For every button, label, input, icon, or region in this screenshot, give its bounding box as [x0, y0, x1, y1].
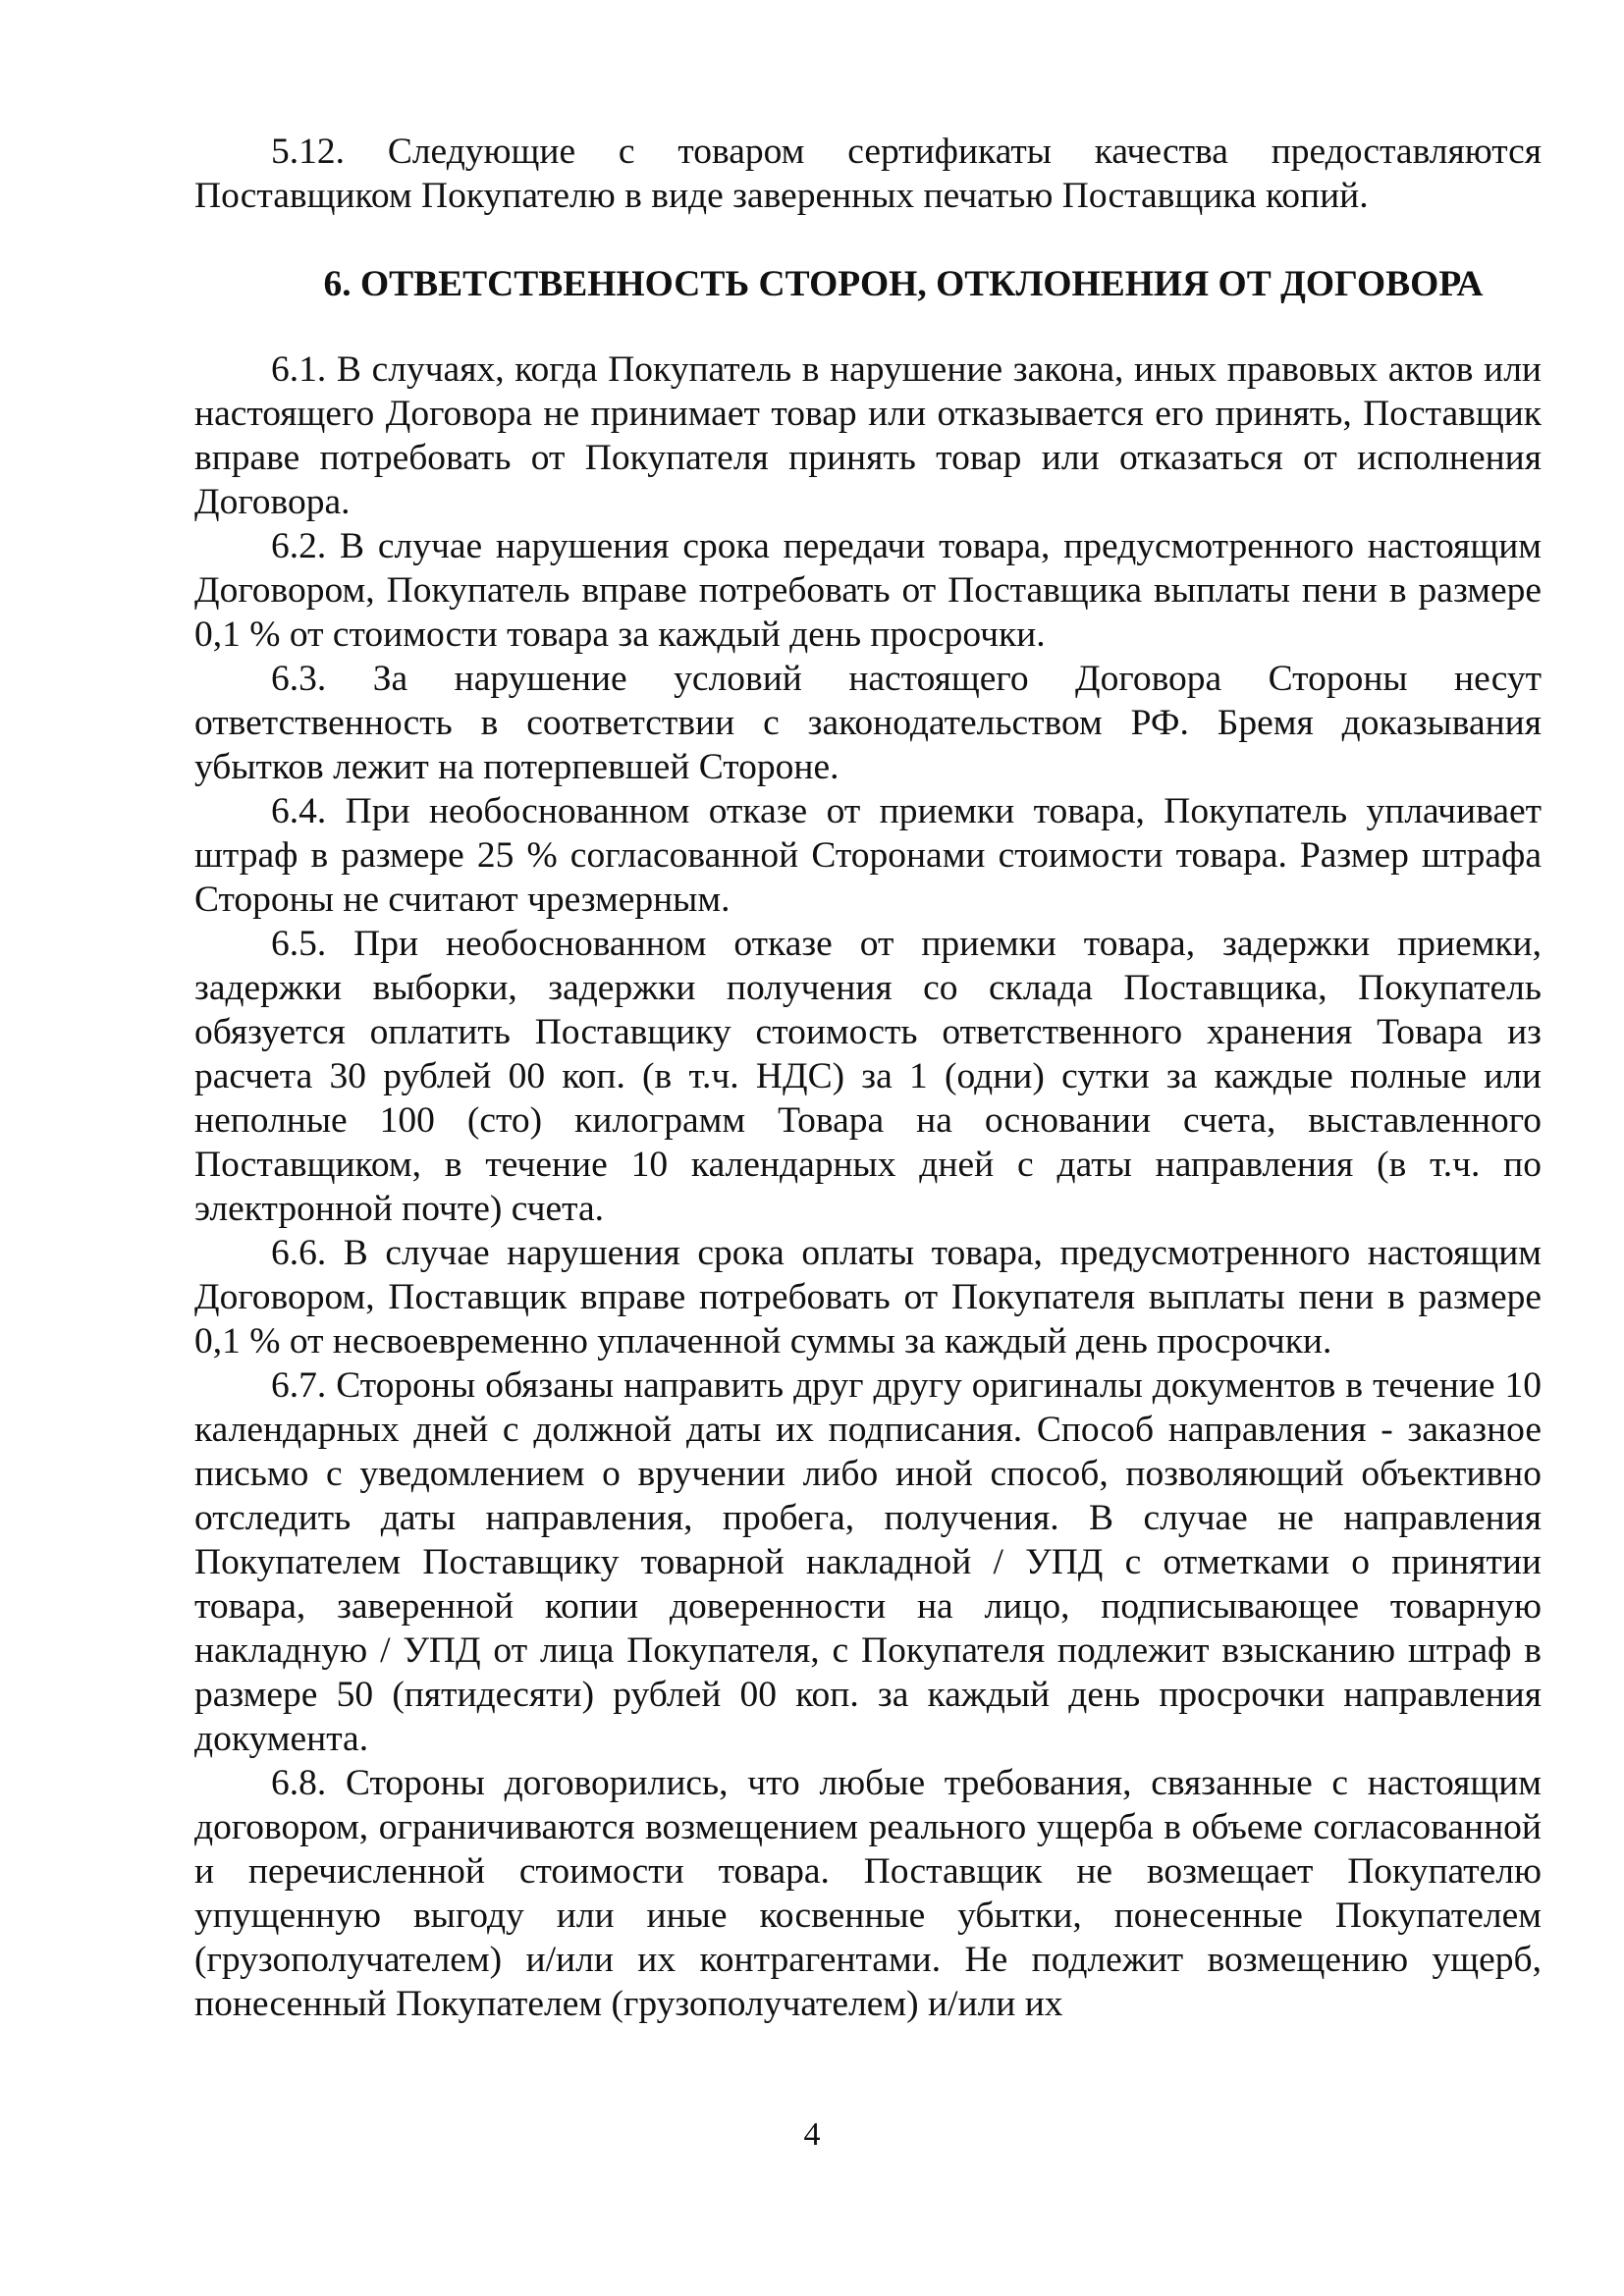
clause-6-4: 6.4. При необоснованном отказе от приемки товара, Покупатель уплачивает штраф в размере 25 % согласованной Сторонами стоимости товара. Размер штрафа Стороны не считают чрезмерным. — [194, 791, 1542, 920]
clause-6-2: 6.2. В случае нарушения срока передачи товара, предусмотренного настоящим Договором, Покупатель вправе потребовать от Поставщика выплаты пени в размере 0,1 % от стоимости товара за каждый день просрочки. — [194, 526, 1542, 655]
clause-6-5: 6.5. При необоснованном отказе от приемки товара, задержки приемки, задержки выборки, задержки получения со склада Поставщика, Покупатель обязуется оплатить Поставщику стоимость ответственного хранения Товара из расчета 30 рублей 00 коп. (в т.ч. НДС) за 1 (одни) сутки за каждые полные или неполные 100 (сто) килограмм Товара на основании счета, выставленного Поставщиком, в течение 10 календарных дней с даты направления (в т.ч. по электронной почте) счета. — [194, 924, 1542, 1229]
clause-6-6: 6.6. В случае нарушения срока оплаты товара, предусмотренного настоящим Договором, Поставщик вправе потребовать от Покупателя выплаты пени в размере 0,1 % от несвоевременно уплаченной суммы за каждый день просрочки. — [194, 1233, 1542, 1362]
section-6-heading: 6. ОТВЕТСТВЕННОСТЬ СТОРОН, ОТКЛОНЕНИЯ ОТ ДОГОВОРА — [323, 264, 1484, 304]
clause-6-3: 6.3. За нарушение условий настоящего Договора Стороны несут ответственность в соответствии с законодательством РФ. Бремя доказывания убытков лежит на потерпевшей Стороне. — [194, 659, 1542, 787]
clause-5-12: 5.12. Следующие с товаром сертификаты качества предоставляются Поставщиком Покупателю в виде заверенных печатью Поставщика копий. — [194, 132, 1542, 216]
clause-6-7: 6.7. Стороны обязаны направить друг другу оригиналы документов в течение 10 календарных дней с должной даты их подписания. Способ направления - заказное письмо с уведомлением о вручении либо иной способ, позволяющий объективно отследить даты направления, пробега, получения. В случае не направления Покупателем Поставщику товарной накладной / УПД с отметками о принятии товара, заверенной копии доверенности на лицо, подписывающее товарную накладную / УПД от лица Покупателя, с Покупателя подлежит взысканию штраф в размере 50 (пятидесяти) рублей 00 коп. за каждый день просрочки направления документа. — [194, 1365, 1542, 1759]
page-number: 4 — [803, 2116, 821, 2153]
clause-6-8: 6.8. Стороны договорились, что любые требования, связанные с настоящим договором, ограничиваются возмещением реального ущерба в объеме согласованной и перечисленной стоимости товара. Поставщик не возмещает Покупателю упущенную выгоду или иные косвенные убытки, понесенные Покупателем (грузополучателем) и/или их контрагентами. Не подлежит возмещению ущерб, понесенный Покупателем (грузополучателем) и/или их — [194, 1763, 1542, 2024]
document-page — [194, 130, 1542, 2026]
clause-6-1: 6.1. В случаях, когда Покупатель в нарушение закона, иных правовых актов или настоящего Договора не принимает товар или отказывается его принять, Поставщик вправе потребовать от Покупателя принять товар или отказаться от исполнения Договора. — [194, 349, 1542, 522]
